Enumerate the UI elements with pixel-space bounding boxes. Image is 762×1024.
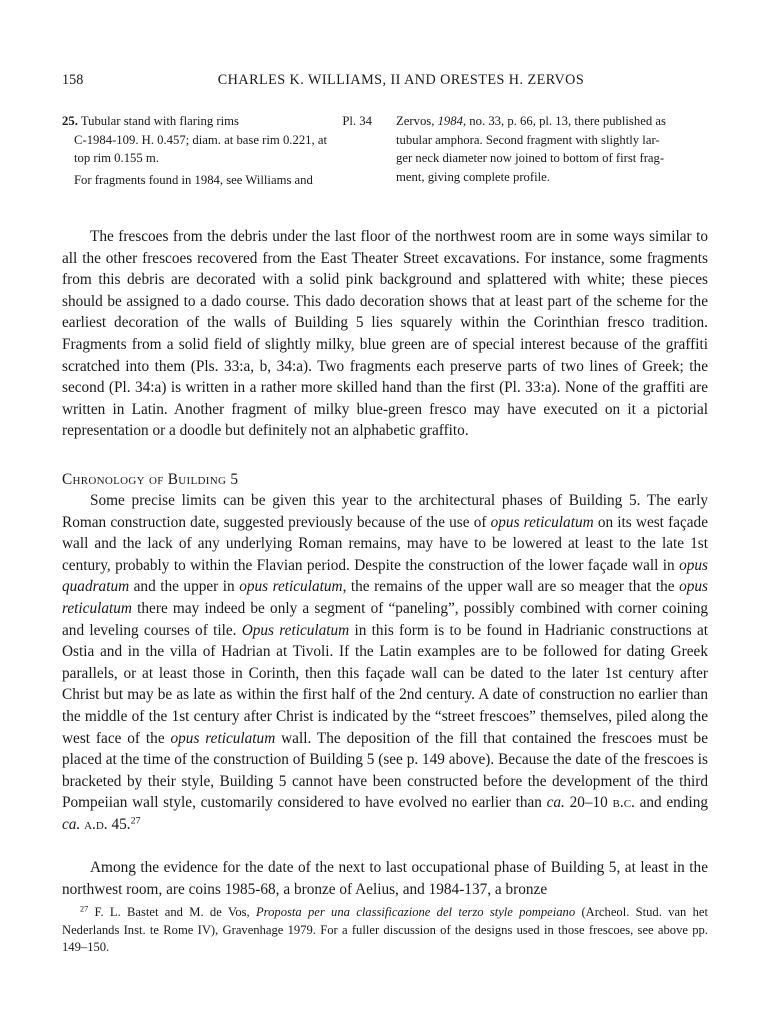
italic-term: ca.	[546, 794, 565, 812]
italic-term: Opus reticulatum	[241, 621, 350, 639]
text-run: there may indeed be only a segment of “paneling”, possibly combined with corner coining and leveling courses of tile.	[62, 599, 708, 639]
italic-term: opus reticulatum	[490, 513, 594, 531]
section-heading: Chronology of Building 5	[62, 471, 239, 488]
body-paragraph-frescoes	[62, 226, 708, 442]
paragraph-chronology-text	[62, 490, 708, 836]
text-run: 20–10	[564, 794, 613, 812]
body-paragraph-chronology	[62, 490, 708, 836]
italic-term: opus quadratum	[62, 556, 708, 596]
catalog-left-column	[62, 112, 372, 190]
catalog-ref-rest: , no. 33, p. 66, pl. 13, there published as	[462, 114, 666, 128]
text-run: on its west façade wall and the lack of any underlying Roman remains, may have to be lowered at least to the late 1st century, probably to within the Flavian period. Despite the construction of the lower façade wall in	[62, 513, 708, 574]
footnote-reference[interactable]: 27	[130, 815, 141, 827]
text-run: (Archeol. Stud. van het Nederlands Inst. te Rome IV), Gravenhage 1979. For a fuller discussion of the designs used in those frescoes, see above pp. 149–150.	[62, 905, 709, 954]
paragraph-coins-text: Among the evidence for the date of the next to last occupational phase of Building 5, at least in the northwest room, are coins 1985-68, a bronze of Aelius, and 1984-137, a bronze	[62, 859, 708, 898]
era-abbreviation: a.d.	[84, 815, 108, 833]
running-head-authors: CHARLES K. WILLIAMS, II AND ORESTES H. ZERVOS	[217, 72, 585, 88]
italic-term: opus reticulatum	[170, 729, 276, 747]
catalog-right-line-4: ment, giving complete profile.	[396, 170, 550, 185]
italic-term: ca.	[62, 815, 81, 833]
text-run: , the remains of the upper wall are so meager that the	[342, 578, 680, 596]
catalog-reference-line	[396, 112, 708, 131]
paragraph-frescoes-text: The frescoes from the debris under the last floor of the northwest room are in some ways similar to all the other frescoes recovered from the East Theater Street excavations. For instance, some fragments from this debris are decorated with a solid pink background and splattered with white; these pieces should be assigned to a dado course. This dado decoration shows that at least part of the scheme for the earliest decoration of the walls of Building 5 lies squarely within the Corinthian fresco tradition. Fragments from a solid field of slightly milky, blue green are of special interest because of the graffiti scratched into them (Pls. 33:a, b, 34:a). Two fragments each preserve parts of two lines of Greek; the second (Pl. 34:a) is written in a rather more skilled hand than the first (Pl. 33:a). None of the graffiti are written in Latin. Another fragment of milky blue-green fresco may have executed on it a pictorial representation or a doodle but definitely not an alphabetic graffito.	[62, 228, 708, 440]
text-run: in this form is to be found in Hadrianic constructions at Ostia and in the villa of Hadrian at Tivoli. If the Latin examples are to be followed for dating Greek parallels, or at least those in Corinth, then this façade wall can be dated to the later 1st century after Christ but may be as late as within the first half of the 2nd century. A date of construction no earlier than the middle of the 1st century after Christ is indicated by the “street frescoes” themselves, piled along the west face of the	[62, 621, 709, 747]
catalog-right-line-3: ger neck diameter now joined to bottom of first frag-	[396, 151, 665, 166]
catalog-entry-title: Tubular stand with flaring rims	[80, 114, 239, 128]
catalog-ref-author: Zervos,	[396, 114, 435, 128]
text-run: Some precise limits can be given this year to the architectural phases of Building 5. The early Roman construction date, suggested previously because of the use of	[62, 492, 708, 531]
catalog-entry-title-line	[62, 112, 372, 131]
footnote-text	[62, 904, 708, 957]
catalog-inventory-line-1: C-1984-109. H. 0.457; diam. at base rim 0.221, at	[74, 132, 328, 147]
body-paragraph-coins	[62, 857, 708, 900]
text-run: and ending	[634, 794, 708, 812]
catalog-entry-number: 25.	[62, 114, 78, 128]
footnote-marker: 27	[80, 904, 89, 914]
text-run: wall. The deposition of the fill that contained the frescoes must be placed at the time of the construction of Building 5 (see p. 149 above). Because the date of the frescoes is bracketed by their style, Building 5 cannot have been constructed before the development of the third Pompeiian wall style, customarily considered to have evolved no earlier than	[62, 729, 708, 812]
catalog-right-column	[396, 112, 708, 187]
text-run: and the upper in	[129, 578, 240, 596]
catalog-fragments-line: For fragments found in 1984, see Williams and	[74, 173, 313, 188]
catalog-inventory-line-2: top rim 0.155 m.	[74, 151, 159, 166]
running-head	[62, 72, 708, 92]
era-abbreviation: b.c.	[612, 794, 635, 812]
text-run: 45.	[107, 815, 131, 833]
text-run: F. L. Bastet and M. de Vos,	[88, 905, 256, 919]
footnote-cited-title: Proposta per una classificazione del terzo style pompeiano	[255, 905, 576, 919]
catalog-ref-year: 1984	[437, 114, 463, 128]
page-number: 158	[62, 72, 84, 88]
catalog-plate-reference: Pl. 34	[342, 114, 372, 128]
italic-term: opus reticulatum	[62, 578, 708, 617]
footnote	[62, 904, 708, 957]
italic-term: opus reticulatum	[239, 578, 343, 596]
catalog-right-line-2: tubular amphora. Second fragment with slightly lar-	[396, 132, 660, 147]
